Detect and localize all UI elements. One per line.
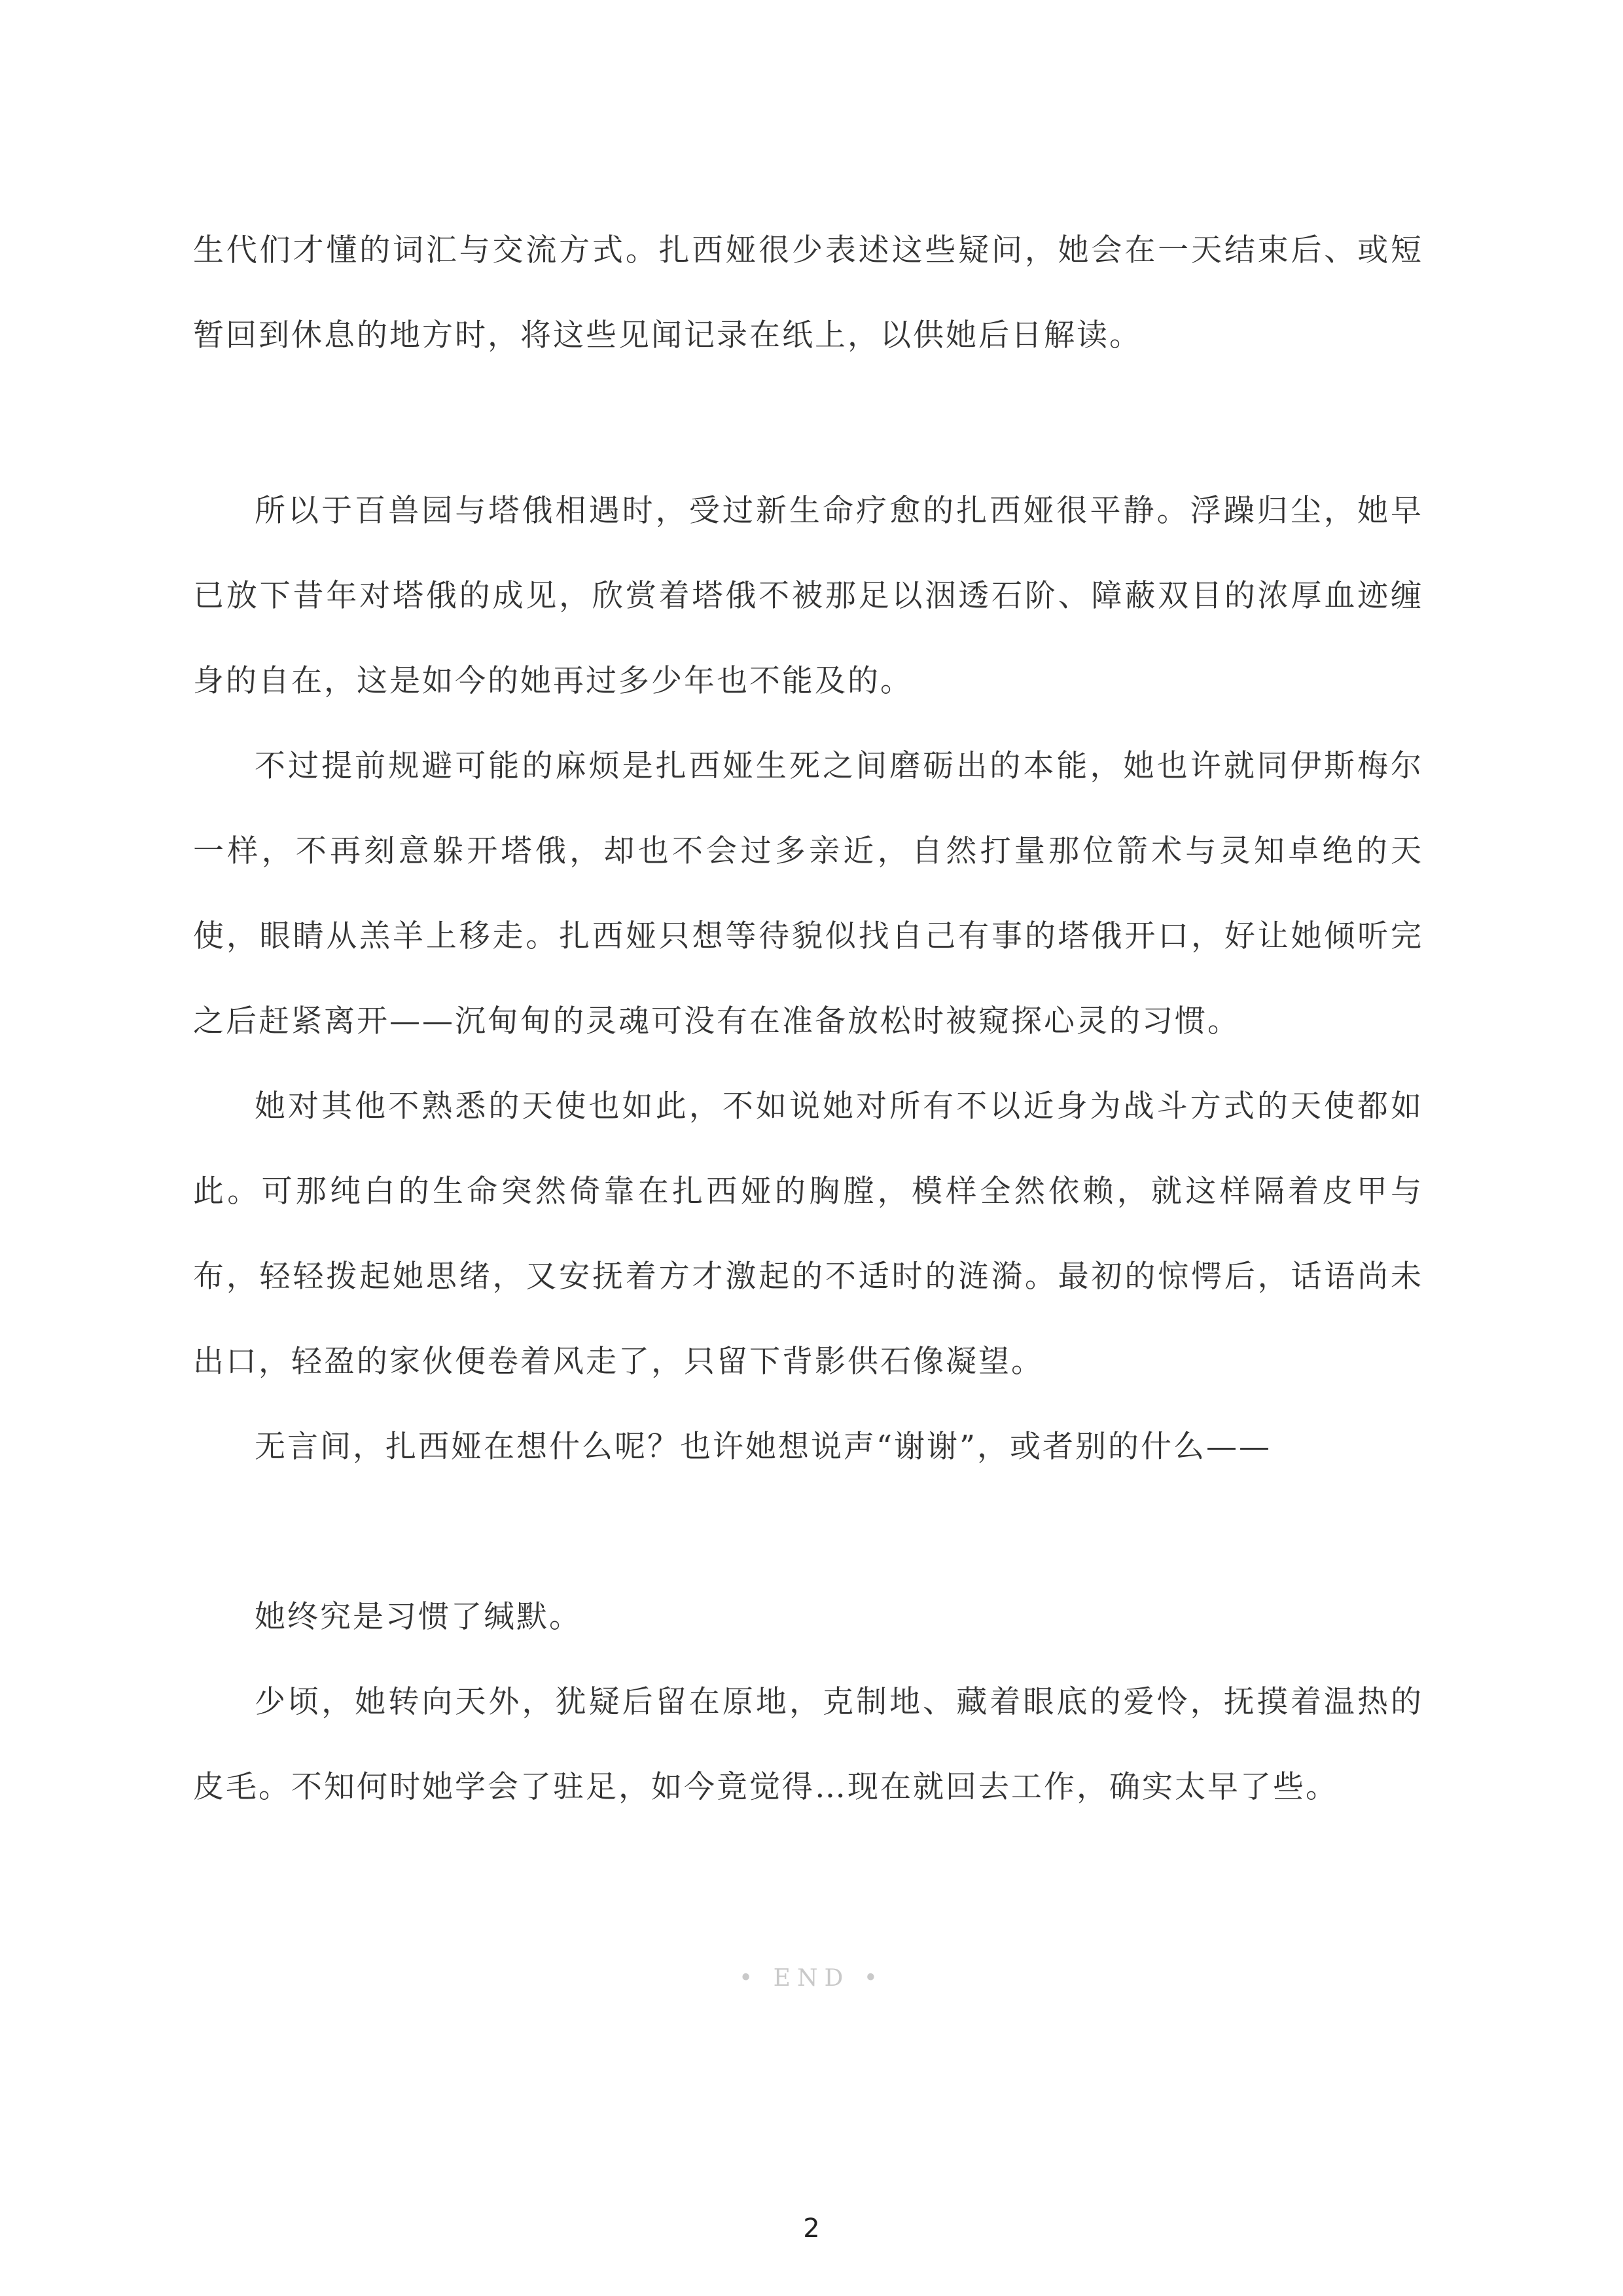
paragraph: 她终究是习惯了缄默。 bbox=[255, 1599, 582, 1635]
paragraph: 无言间，扎西娅在想什么呢？也许她想说声“谢谢”，或者别的什么—— bbox=[255, 1429, 1272, 1465]
paragraph-gap bbox=[193, 378, 1423, 463]
paragraph: 所以于百兽园与塔俄相遇时，受过新生命疗愈的扎西娅很平静。浮躁归尘，她早已放下昔年对塔俄的成见，欣赏着塔俄不被那足以洇透石阶、障蔽双目的浓厚血迹缠身的自在，这是如今的她再过多少年也不能及的。 bbox=[193, 493, 1423, 699]
paragraph: 她对其他不熟悉的天使也如此，不如说她对所有不以近身为战斗方式的天使都如此。可那纯白的生命突然倚靠在扎西娅的胸膛，模样全然依赖，就这样隔着皮甲与布，轻轻拨起她思绪，又安抚着方才激起的不适时的涟漪。最初的惊愕后，话语尚未出口，轻盈的家伙便卷着风走了，只留下背影供石像凝望。 bbox=[193, 1088, 1423, 1380]
paragraph-continued: 生代们才懂的词汇与交流方式。扎西娅很少表述这些疑问，她会在一天结束后、或短暂回到休息的地方时，将这些见闻记录在纸上，以供她后日解读。 bbox=[193, 232, 1423, 353]
end-mark: • END • bbox=[739, 1965, 884, 1992]
body-text bbox=[193, 208, 1423, 1830]
page-number: 2 bbox=[803, 2214, 820, 2244]
paragraph: 不过提前规避可能的麻烦是扎西娅生死之间磨砺出的本能，她也许就同伊斯梅尔一样，不再刻意躲开塔俄，却也不会过多亲近，自然打量那位箭术与灵知卓绝的天使，眼睛从羔羊上移走。扎西娅只想等待貌似找自己有事的塔俄开口，好让她倾听完之后赶紧离开——沉甸甸的灵魂可没有在准备放松时被窥探心灵的习惯。 bbox=[193, 748, 1423, 1039]
paragraph: 少顷，她转向天外，犹疑后留在原地，克制地、藏着眼底的爱怜，抚摸着温热的皮毛。不知何时她学会了驻足，如今竟觉得…现在就回去工作，确实太早了些。 bbox=[193, 1684, 1423, 1805]
paragraph-gap bbox=[193, 1490, 1423, 1575]
